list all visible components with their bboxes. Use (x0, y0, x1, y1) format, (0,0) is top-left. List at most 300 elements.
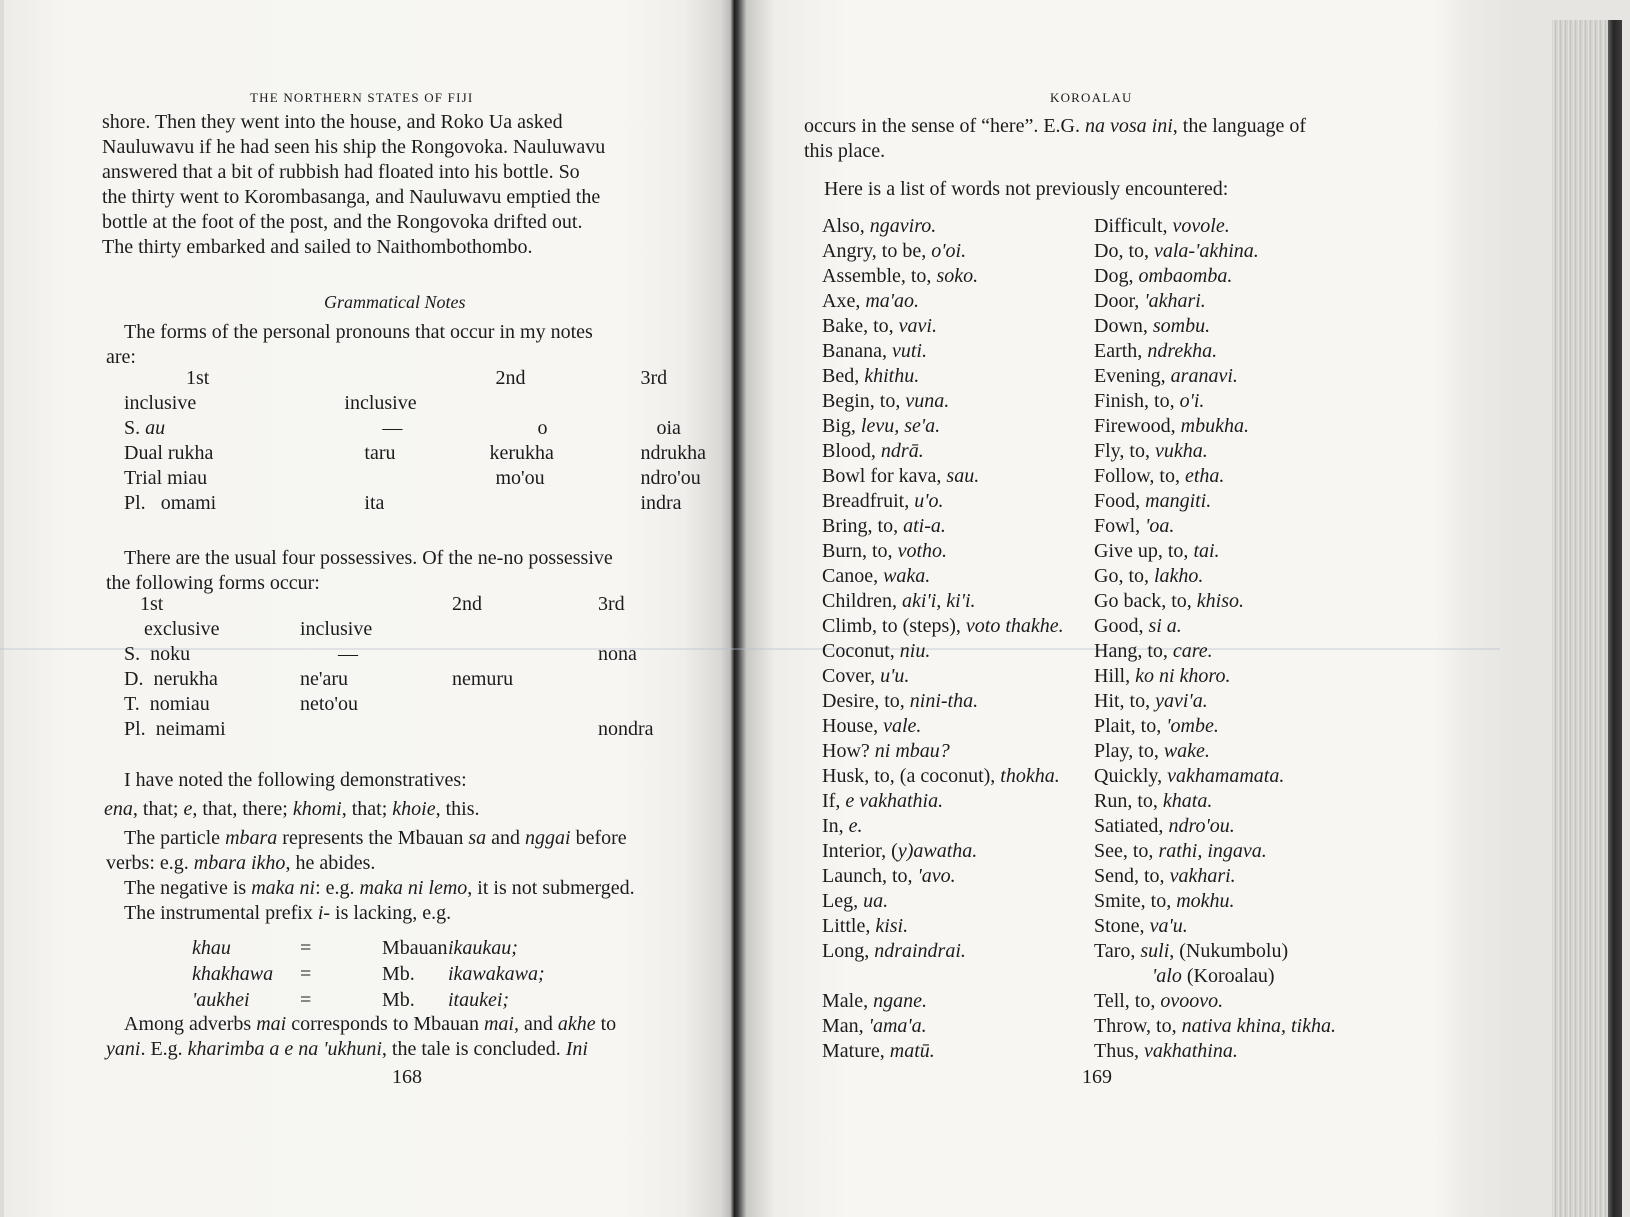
adverbs-paragraph (106, 1012, 616, 1062)
vocab-english: Canoe, (822, 565, 884, 587)
table-cell: ndro'ou (640, 467, 701, 489)
header-cell: 3rd (598, 593, 625, 615)
table-row (124, 692, 654, 717)
vocab-fijian: 'akhari. (1144, 290, 1206, 312)
vocab-english: Evening, (1094, 365, 1171, 387)
vocab-fijian: khata. (1162, 790, 1213, 812)
vocab-entry (1094, 714, 1336, 739)
vocab-entry (822, 414, 1064, 439)
table-cell: D. nerukha (124, 668, 218, 690)
pronouns-intro (106, 320, 593, 370)
vocab-fijian: vuna. (905, 390, 950, 412)
vocab-english: Begin, to, (822, 390, 906, 412)
vocab-entry (822, 564, 1064, 589)
vocab-entry (1094, 989, 1336, 1014)
table-cell (598, 692, 654, 717)
page-number: 169 (1082, 1066, 1112, 1088)
table-cell: neto'ou (300, 693, 359, 715)
vocab-english: Blood, (822, 440, 881, 462)
vocab-fijian: vakhathina. (1144, 1040, 1238, 1062)
vocab-fijian: rathi, ingava. (1158, 840, 1267, 862)
table-cell: Mb. (382, 989, 415, 1011)
header-cell: 1st (186, 367, 210, 389)
table-header-row (124, 617, 654, 642)
header-cell: 3rd (640, 367, 668, 389)
vocab-english: Good, (1094, 615, 1149, 637)
vocab-entry (822, 864, 1064, 889)
vocab-fijian: votho. (897, 540, 947, 562)
vocab-entry (822, 839, 1064, 864)
vocab-fijian: sau. (946, 465, 980, 487)
table-cell (446, 717, 598, 742)
table-cell: Dual rukha (124, 442, 214, 464)
vocab-english: Stone, (1094, 915, 1150, 937)
vocab-fijian: ndrā. (880, 440, 924, 462)
vocab-english: Give up, to, (1094, 540, 1194, 562)
vocab-fijian: vavi. (898, 315, 937, 337)
vocab-entry (822, 939, 1064, 964)
vocab-fijian: mbukha. (1180, 415, 1249, 437)
vocab-english: Run, to, (1094, 790, 1163, 812)
vocab-fijian: aki'i, ki'i. (902, 590, 976, 612)
vocab-entry (1094, 964, 1336, 989)
pronouns-table (124, 366, 706, 516)
text-line: shore. Then they went into the house, and Roko Ua asked (102, 111, 563, 133)
vocab-english: Fowl, (1094, 515, 1146, 537)
vocab-english: Do, to, (1094, 240, 1154, 262)
header-cell: inclusive (300, 618, 373, 640)
vocab-fijian: va'u. (1149, 915, 1188, 937)
vocab-entry (1094, 889, 1336, 914)
vocab-english: Throw, to, (1094, 1015, 1182, 1037)
header-cell (300, 592, 446, 617)
vocab-entry (1094, 264, 1336, 289)
vocab-entry (822, 439, 1064, 464)
vocab-fijian: aranavi. (1170, 365, 1238, 387)
vocab-english: Firewood, (1094, 415, 1181, 437)
vocab-fijian: ua. (863, 890, 889, 912)
vocab-entry (1094, 639, 1336, 664)
table-row (192, 987, 545, 1013)
text-line: bottle at the foot of the post, and the Rongovoka drifted out. (102, 211, 583, 233)
vocab-fijian: levu, se'a. (860, 415, 941, 437)
text-line: The thirty embarked and sailed to Naithombothombo. (102, 236, 533, 258)
text-line: The forms of the personal pronouns that occur in my notes (124, 321, 593, 343)
vocab-english: Hill, (1094, 665, 1136, 687)
vocab-entry (822, 314, 1064, 339)
header-cell: inclusive (344, 392, 417, 414)
vocab-english: Down, (1094, 315, 1153, 337)
vocab-english: Big, (822, 415, 861, 437)
vocab-entry (1094, 289, 1336, 314)
vocab-fijian: vovole. (1172, 215, 1230, 237)
vocab-english: Climb, to (steps), (822, 615, 966, 637)
table-cell: oia (656, 417, 681, 439)
header-cell: 2nd (452, 593, 482, 615)
left-running-head: THE NORTHERN STATES OF FIJI (250, 90, 474, 105)
text-line: the following forms occur: (106, 572, 320, 594)
vocab-english: Cover, (822, 665, 881, 687)
vocab-entry (822, 264, 1064, 289)
vocab-english: Leg, (822, 890, 864, 912)
table-row (124, 717, 654, 742)
vocab-fijian: sombu. (1152, 315, 1211, 337)
vocab-fijian: vakhari. (1169, 865, 1236, 887)
vocab-fijian: ni mbau? (874, 740, 950, 762)
vocab-entry (1094, 1039, 1336, 1064)
vocab-fijian: thokha. (1000, 765, 1060, 787)
vocab-english: Plait, to, (1094, 715, 1167, 737)
vocab-english: Banana, (822, 340, 892, 362)
vocab-entry (1094, 1014, 1336, 1039)
book-cover-edge (1608, 20, 1622, 1217)
vocab-fijian: ngane. (873, 990, 927, 1012)
vocab-entry (822, 889, 1064, 914)
vocab-entry (822, 739, 1064, 764)
vocab-fijian: o'i. (1179, 390, 1205, 412)
table-row (124, 667, 654, 692)
vocab-fijian: care. (1172, 640, 1213, 662)
text-line: this place. (804, 140, 886, 162)
vocab-english: Axe, (822, 290, 866, 312)
vocab-entry (1094, 789, 1336, 814)
text-line: The particle mbara represents the Mbauan sa and nggai before (124, 827, 627, 849)
vocab-english: Send, to, (1094, 865, 1170, 887)
vocab-fijian: o'oi. (931, 240, 967, 262)
table-cell: nemuru (452, 668, 514, 690)
text-line: The negative is maka ni: e.g. maka ni lemo, it is not submerged. (124, 877, 635, 899)
vocab-fijian: ko ni khoro. (1135, 665, 1231, 687)
vocab-entry (822, 614, 1064, 639)
table-row (124, 491, 706, 516)
vocab-column-right (1094, 214, 1336, 1064)
vocab-fijian: matū. (889, 1040, 935, 1062)
vocab-fijian: u'u. (880, 665, 910, 687)
vocab-english: Difficult, (1094, 215, 1173, 237)
table-header-row (124, 366, 706, 391)
table-cell: Mbauan (382, 937, 448, 959)
table-cell (446, 692, 598, 717)
header-cell: inclusive (124, 392, 197, 414)
particle-paragraph (106, 826, 635, 926)
vocab-entry (822, 389, 1064, 414)
vocab-fijian: vala-'akhina. (1154, 240, 1259, 262)
list-intro: Here is a list of words not previously encountered: (824, 178, 1229, 200)
vocab-english: Play, to, (1094, 740, 1164, 762)
table-cell: = (300, 937, 312, 959)
table-cell: khau (192, 937, 231, 959)
vocab-english: Desire, to, (822, 690, 910, 712)
page-edges (1552, 20, 1622, 1217)
text-line: the thirty went to Korombasanga, and Nauluwavu emptied the (102, 186, 601, 208)
vocab-english: Hang, to, (1094, 640, 1173, 662)
vocab-fijian: 'ombe. (1166, 715, 1219, 737)
vocab-fijian: tai. (1193, 540, 1220, 562)
table-cell: T. nomiau (124, 693, 210, 715)
vocab-fijian: e. (848, 815, 863, 837)
intro-paragraph (804, 114, 1306, 164)
table-cell: S. noku (124, 643, 191, 665)
vocab-fijian: etha. (1184, 465, 1225, 487)
vocab-english: Long, (822, 940, 875, 962)
table-cell: = (300, 989, 312, 1011)
left-edge (0, 0, 4, 1217)
vocab-entry (822, 464, 1064, 489)
table-cell: ne'aru (300, 668, 349, 690)
table-cell: Mb. (382, 963, 415, 985)
vocab-entry (822, 364, 1064, 389)
vocab-entry (1094, 464, 1336, 489)
vocab-english: Fly, to, (1094, 440, 1155, 462)
vocab-english: House, (822, 715, 884, 737)
vocab-fijian: lakho. (1154, 565, 1204, 587)
vocab-fijian: ndraindrai. (874, 940, 966, 962)
vocab-fijian: e vakhathia. (845, 790, 944, 812)
vocab-english: Finish, to, (1094, 390, 1180, 412)
vocab-fijian: vukha. (1154, 440, 1208, 462)
paragraph-story-end (102, 110, 605, 260)
text-line: yani. E.g. kharimba a e na 'ukhuni, the tale is concluded. Ini (106, 1038, 588, 1060)
vocab-entry (822, 714, 1064, 739)
vocab-entry (822, 339, 1064, 364)
vocab-entry (1094, 564, 1336, 589)
vocab-fijian: kisi. (875, 915, 909, 937)
vocab-entry (822, 539, 1064, 564)
vocab-entry (822, 664, 1064, 689)
header-cell (344, 366, 489, 391)
vocab-english: Go, to, (1094, 565, 1154, 587)
vocab-entry (822, 1039, 1064, 1064)
vocab-english: Assemble, to, (822, 265, 937, 287)
vocab-fijian: wake. (1163, 740, 1210, 762)
vocab-english: Interior, ( (822, 840, 898, 862)
vocab-english: Food, (1094, 490, 1146, 512)
demonstratives-line: ena, that; e, that, there; khomi, that; khoie, this. (104, 798, 480, 820)
vocab-entry (822, 989, 1064, 1014)
vocab-entry (822, 964, 1064, 989)
vocab-note: (Koroalau) (1181, 965, 1275, 987)
table-row (192, 935, 545, 961)
table-row (124, 416, 706, 441)
vocab-entry (1094, 614, 1336, 639)
text-line: verbs: e.g. mbara ikho, he abides. (106, 852, 376, 874)
vocab-english: Man, (822, 1015, 869, 1037)
table-cell: S. au (124, 417, 166, 439)
vocab-fijian: ndrekha. (1147, 340, 1218, 362)
vocab-english: Tell, to, (1094, 990, 1161, 1012)
table-cell: khakhawa (192, 963, 274, 985)
vocab-fijian: ndro'ou. (1168, 815, 1235, 837)
vocab-english: Dog, (1094, 265, 1139, 287)
vocab-entry (822, 914, 1064, 939)
vocab-entry (1094, 864, 1336, 889)
table-row (124, 441, 706, 466)
vocab-entry (1094, 339, 1336, 364)
vocab-note: , (Nukumbolu) (1169, 940, 1289, 962)
table-cell: ikawakawa; (448, 963, 545, 985)
vocab-english: Quickly, (1094, 765, 1168, 787)
table-cell: = (300, 963, 312, 985)
vocab-entry (1094, 314, 1336, 339)
vocab-english: Satiated, (1094, 815, 1169, 837)
table-cell: — (382, 417, 403, 439)
table-cell: Pl. omami (124, 492, 217, 514)
table-row (124, 466, 706, 491)
vocab-fijian: yavi'a. (1155, 690, 1208, 712)
possessives-table (124, 592, 654, 742)
header-cell: 2nd (495, 367, 526, 389)
vocab-fijian: khiso. (1196, 590, 1244, 612)
vocab-english: Husk, to, (a coconut), (822, 765, 1001, 787)
vocab-entry (1094, 739, 1336, 764)
vocab-fijian: vale. (883, 715, 922, 737)
vocab-english: Taro, (1094, 940, 1141, 962)
vocab-entry (1094, 814, 1336, 839)
vocab-entry (1094, 839, 1336, 864)
vocab-entry (1094, 214, 1336, 239)
table-cell: 'aukhei (192, 989, 250, 1011)
vocab-entry (1094, 439, 1336, 464)
table-cell: ita (364, 492, 385, 514)
vocab-fijian: u'o. (914, 490, 944, 512)
vocab-english: Bed, (822, 365, 865, 387)
table-cell: nona (598, 643, 637, 665)
vocab-fijian: nativa khina, tikha. (1181, 1015, 1336, 1037)
page-number: 168 (392, 1066, 422, 1088)
vocab-entry (1094, 914, 1336, 939)
vocab-fijian: soko. (936, 265, 979, 287)
vocab-fijian: ma'ao. (865, 290, 920, 312)
vocab-entry (1094, 514, 1336, 539)
vocab-english: Hit, to, (1094, 690, 1156, 712)
vocab-entry (1094, 489, 1336, 514)
vocab-fijian: voto thakhe. (965, 615, 1064, 637)
vocab-fijian: ngaviro. (869, 215, 937, 237)
table-cell (490, 491, 641, 516)
vocab-english: Bake, to, (822, 315, 899, 337)
vocab-english: Children, (822, 590, 902, 612)
vocab-fijian: ombaomba. (1138, 265, 1233, 287)
vocab-english: Follow, to, (1094, 465, 1185, 487)
vocab-entry (822, 764, 1064, 789)
vocab-english: Male, (822, 990, 874, 1012)
table-cell: — (338, 643, 358, 665)
vocab-fijian: vuti. (891, 340, 927, 362)
table-cell: Trial miau (124, 467, 208, 489)
vocab-entry (1094, 939, 1336, 964)
vocab-entry (822, 514, 1064, 539)
vocab-english: Door, (1094, 290, 1145, 312)
vocab-entry (822, 289, 1064, 314)
vocab-english: Coconut, (822, 640, 900, 662)
text-line: There are the usual four possessives. Of the ne-no possessive (124, 547, 613, 569)
header-cell: exclusive (144, 618, 220, 640)
vocab-fijian: ovoovo. (1160, 990, 1224, 1012)
header-cell: 1st (140, 593, 164, 615)
table-cell: indra (640, 492, 682, 514)
vocab-english: Also, (822, 215, 870, 237)
vocab-english: Angry, to be, (822, 240, 932, 262)
vocab-fijian: mokhu. (1176, 890, 1235, 912)
table-cell: kerukha (489, 442, 554, 464)
table-cell: mo'ou (495, 467, 545, 489)
vocab-entry (1094, 689, 1336, 714)
vocab-english: Little, (822, 915, 876, 937)
table-row (192, 961, 545, 987)
text-line: Nauluwavu if he had seen his ship the Rongovoka. Nauluwavu (102, 136, 606, 158)
vocab-entry (1094, 539, 1336, 564)
vocab-entry (1094, 664, 1336, 689)
vocab-fijian: si a. (1148, 615, 1182, 637)
table-cell: nondra (598, 718, 654, 740)
vocab-english: Go back, to, (1094, 590, 1197, 612)
vocab-entry (1094, 389, 1336, 414)
vocab-entry (822, 214, 1064, 239)
vocab-entry (1094, 364, 1336, 389)
vocab-entry (822, 789, 1064, 814)
table-cell: o (537, 417, 548, 439)
vocab-entry (822, 239, 1064, 264)
table-cell: ndrukha (640, 442, 706, 464)
vocab-english: Thus, (1094, 1040, 1144, 1062)
equivalence-table (192, 935, 545, 1013)
table-cell: Pl. neimami (124, 718, 226, 740)
vocab-entry (822, 489, 1064, 514)
vocab-entry (1094, 589, 1336, 614)
vocab-fijian: 'avo. (917, 865, 956, 887)
text-line: Among adverbs mai corresponds to Mbauan mai, and akhe to (124, 1013, 617, 1035)
vocab-fijian: vakhamamata. (1167, 765, 1285, 787)
vocab-column-left (822, 214, 1064, 1064)
table-header-row (124, 391, 706, 416)
table-header-row (124, 592, 654, 617)
vocab-entry (1094, 764, 1336, 789)
vocab-fijian: y)awatha. (897, 840, 978, 862)
possessives-intro (106, 546, 613, 596)
table-cell (344, 466, 489, 491)
vocab-fijian: ati-a. (903, 515, 946, 537)
vocab-entry (1094, 414, 1336, 439)
right-running-head: KOROALAU (1050, 90, 1133, 105)
text-line: The instrumental prefix i- is lacking, e.g. (124, 902, 452, 924)
vocab-fijian: niu. (899, 640, 931, 662)
vocab-fijian: 'alo (1152, 965, 1182, 987)
vocab-entry (822, 589, 1064, 614)
section-heading: Grammatical Notes (324, 292, 466, 312)
vocab-english: How? (822, 740, 875, 762)
table-cell (300, 717, 446, 742)
vocab-entry (822, 689, 1064, 714)
vocab-fijian: 'oa. (1145, 515, 1175, 537)
vocab-english: Bring, to, (822, 515, 904, 537)
vocab-english: If, (822, 790, 846, 812)
vocab-english: Bowl for kava, (822, 465, 947, 487)
vocab-entry (1094, 239, 1336, 264)
vocab-fijian: khithu. (864, 365, 920, 387)
vocab-english: See, to, (1094, 840, 1159, 862)
table-cell: taru (364, 442, 396, 464)
table-cell (446, 642, 598, 667)
vocab-fijian: suli (1140, 940, 1170, 962)
vocab-english: In, (822, 815, 849, 837)
vocab-fijian: 'ama'a. (868, 1015, 927, 1037)
vocab-fijian: nini-tha. (909, 690, 979, 712)
vocab-english: Smite, to, (1094, 890, 1177, 912)
table-row (124, 642, 654, 667)
vocab-fijian: waka. (883, 565, 931, 587)
vocab-fijian: mangiti. (1145, 490, 1212, 512)
table-cell: itaukei; (448, 989, 510, 1011)
